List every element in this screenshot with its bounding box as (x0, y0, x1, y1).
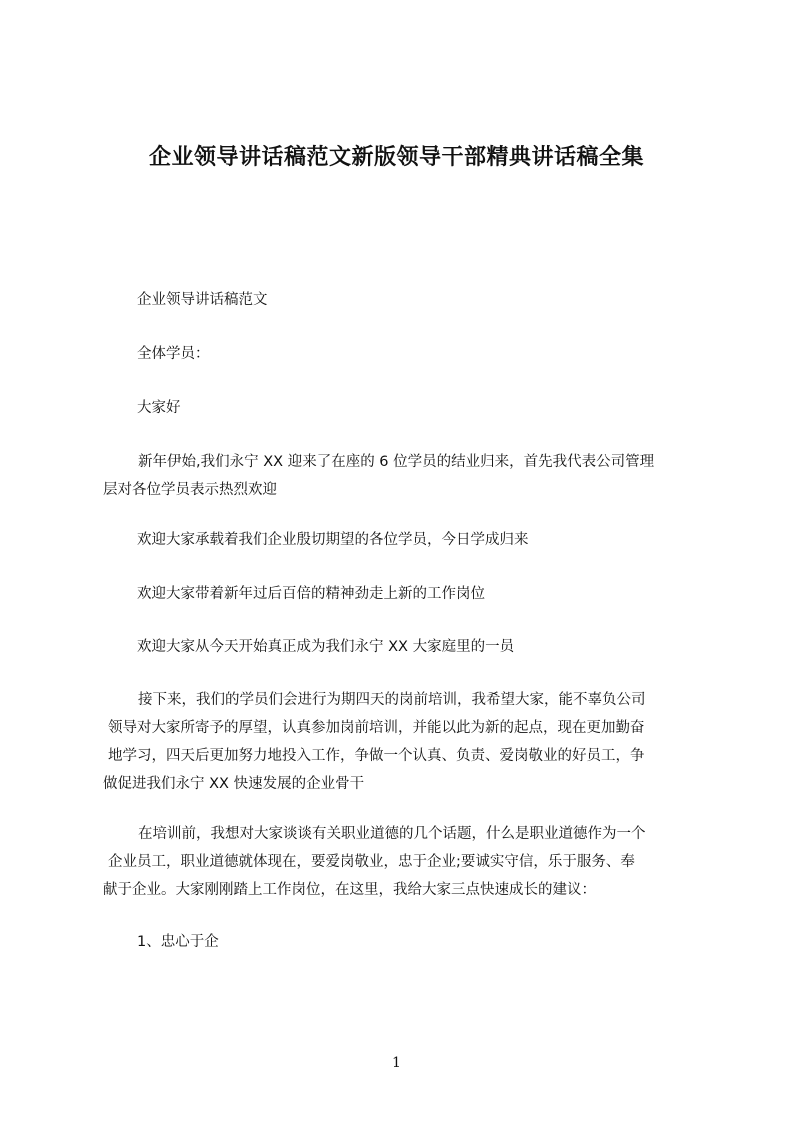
paragraph-training (103, 686, 703, 798)
point-1: 1、忠心于企 (137, 934, 219, 950)
paragraph-line: 在培训前，我想对大家谈谈有关职业道德的几个话题，什么是职业道德作为一个 (138, 826, 646, 842)
welcome-line-1: 欢迎大家承载着我们企业殷切期望的各位学员，今日学成归来 (137, 532, 529, 548)
welcome-line-2: 欢迎大家带着新年过后百倍的精神劲走上新的工作岗位 (137, 586, 485, 602)
paragraph-line: 做促进我们永宁 XX 快速发展的企业骨干 (103, 776, 365, 792)
page-number: 1 (392, 1055, 401, 1071)
paragraph-line: 献于企业。大家刚刚踏上工作岗位，在这里，我给大家三点快速成长的建议： (103, 882, 596, 898)
greeting: 大家好 (137, 400, 181, 416)
document-title: 企业领导讲话稿范文新版领导干部精典讲话稿全集 (148, 145, 644, 170)
paragraph-ethics (103, 820, 703, 904)
welcome-line-3: 欢迎大家从今天开始真正成为我们永宁 XX 大家庭里的一员 (137, 639, 515, 655)
paragraph-line: 接下来，我们的学员们会进行为期四天的岗前培训，我希望大家，能不辜负公司 (138, 692, 646, 708)
salutation: 全体学员： (137, 346, 210, 362)
subtitle: 企业领导讲话稿范文 (137, 292, 268, 308)
paragraph-new-year (103, 448, 703, 504)
paragraph-line: 领导对大家所寄予的厚望，认真参加岗前培训，并能以此为新的起点，现在更加勤奋 (108, 720, 645, 736)
paragraph-line: 新年伊始,我们永宁 XX 迎来了在座的 6 位学员的结业归来，首先我代表公司管理 (138, 454, 655, 470)
paragraph-line: 地学习，四天后更加努力地投入工作，争做一个认真、负责、爱岗敬业的好员工，争 (108, 748, 645, 764)
paragraph-line: 企业员工，职业道德就体现在，要爱岗敬业，忠于企业;要诚实守信，乐于服务、奉 (108, 854, 635, 870)
paragraph-line: 层对各位学员表示热烈欢迎 (103, 482, 277, 498)
